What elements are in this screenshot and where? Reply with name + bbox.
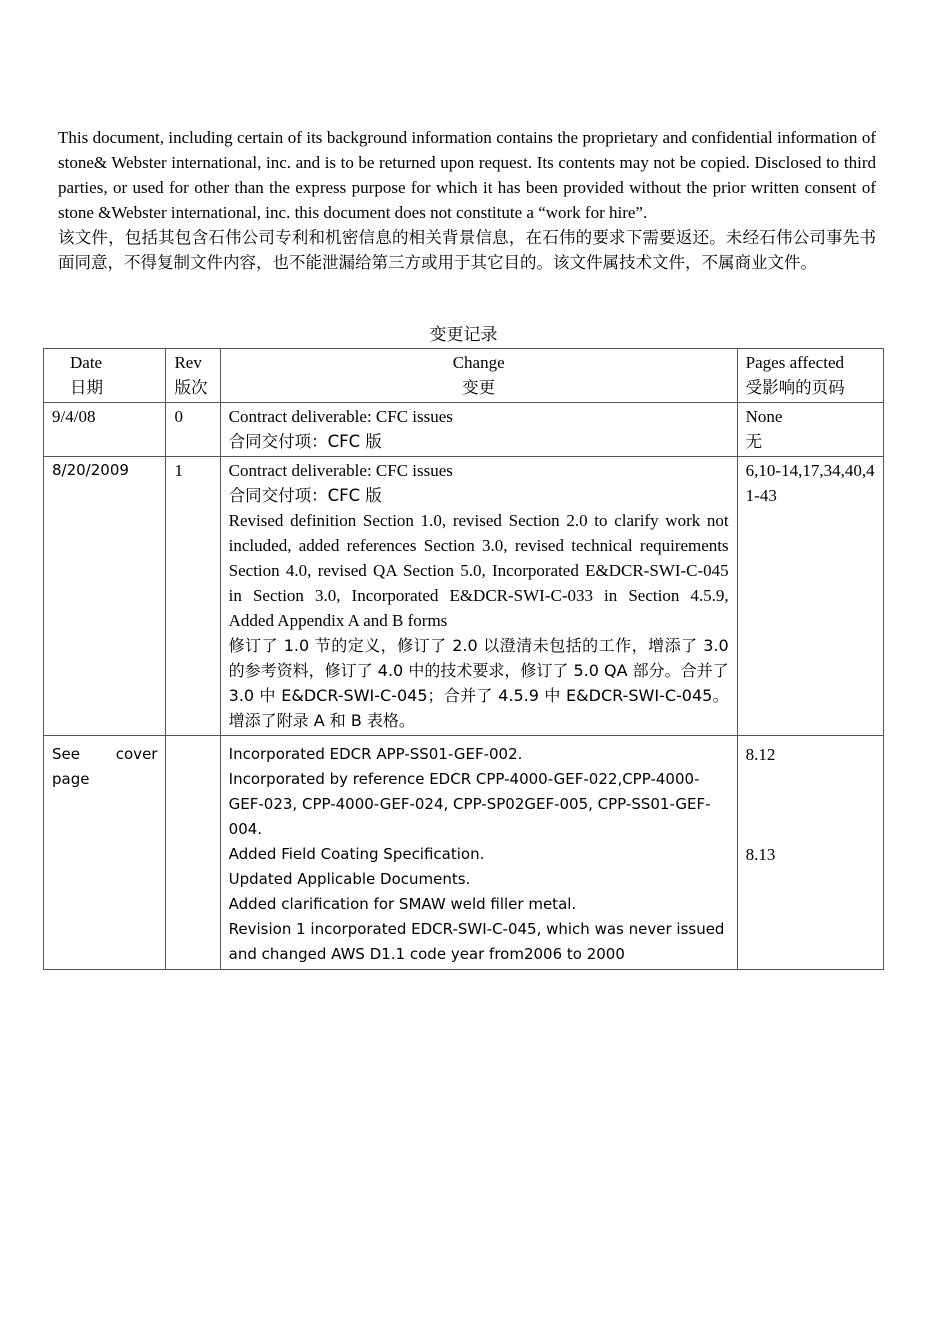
table-header-row bbox=[44, 349, 884, 403]
row-date bbox=[44, 736, 166, 970]
change-en: Contract deliverable: CFC issues bbox=[228, 407, 453, 426]
header-pages-cn: 受影响的页码 bbox=[745, 378, 845, 397]
header-rev-cn: 版次 bbox=[174, 378, 208, 397]
header-rev bbox=[166, 349, 220, 403]
row-pages bbox=[737, 736, 883, 970]
row-rev bbox=[166, 736, 220, 970]
row-pages: 6,10-14,17,34,40,41-43 bbox=[737, 457, 883, 736]
notice-chinese: 该文件，包括其包含石伟公司专利和机密信息的相关背景信息，在石伟的要求下需要返还。未经石伟公司事先书面同意，不得复制文件内容，也不能泄漏给第三方或用于其它目的。该文件属技术文件，不属商业文件。 bbox=[58, 228, 876, 272]
change-line: Added Field Coating Specification. bbox=[228, 845, 485, 863]
notice-english: This document, including certain of its background information contains the proprietary and confidential information of stone& Webster international, inc. and is to be returned upon request. Its contents may not be copied. Disclosed to third parties, or used for other than the express purpose for which it has been provided without the prior written consent of stone &Webster international, inc. this document does not constitute a “work for hire”. bbox=[58, 128, 876, 222]
row-change bbox=[220, 403, 737, 457]
change-en: Contract deliverable: CFC issues bbox=[228, 461, 453, 480]
row-pages bbox=[737, 403, 883, 457]
change-detail-cn: 修订了 1.0 节的定义，修订了 2.0 以澄清未包括的工作，增添了 3.0 的参考资料，修订了 4.0 中的技术要求，修订了 5.0 QA 部分。合并了 3.0 中 E&DCR-SWI-C-045；合并了 4.5.9 中 E&DCR-SWI-C-045。增添了附录 A 和 B 表格。 bbox=[228, 636, 729, 730]
header-change bbox=[220, 349, 737, 403]
row-date: 9/4/08 bbox=[44, 403, 166, 457]
row-rev: 0 bbox=[166, 403, 220, 457]
header-date bbox=[44, 349, 166, 403]
pages-spacer bbox=[746, 767, 875, 842]
pages-b: 8.13 bbox=[745, 845, 776, 864]
row-change bbox=[220, 457, 737, 736]
table-row bbox=[44, 457, 884, 736]
header-date-en: Date bbox=[70, 353, 103, 372]
change-line: Incorporated EDCR APP-SS01-GEF-002. bbox=[228, 745, 523, 763]
table-row bbox=[44, 736, 884, 970]
row-rev: 1 bbox=[166, 457, 220, 736]
table-title: 变更记录 bbox=[429, 325, 498, 345]
change-cn: 合同交付项：CFC 版 bbox=[228, 432, 382, 451]
row-date: 8/20/2009 bbox=[44, 457, 166, 736]
header-pages bbox=[737, 349, 883, 403]
header-change-cn: 变更 bbox=[462, 378, 496, 397]
pages-en: None bbox=[745, 407, 783, 426]
change-cn: 合同交付项：CFC 版 bbox=[228, 486, 382, 505]
header-change-en: Change bbox=[452, 353, 505, 372]
change-line: Revision 1 incorporated EDCR-SWI-C-045, which was never issued and changed AWS D1.1 code year from2006 to 2000 bbox=[228, 920, 725, 963]
change-line: Added clarification for SMAW weld filler metal. bbox=[228, 895, 577, 913]
pages-cn: 无 bbox=[745, 432, 763, 451]
confidentiality-notice bbox=[58, 125, 876, 275]
row-change bbox=[220, 736, 737, 970]
pages-a: 8.12 bbox=[745, 745, 776, 764]
header-pages-en: Pages affected bbox=[745, 353, 844, 372]
header-rev-en: Rev bbox=[174, 353, 202, 372]
change-line: Incorporated by reference EDCR CPP-4000-GEF-022,CPP-4000-GEF-023, CPP-4000-GEF-024, CPP-SP02GEF-005, CPP-SS01-GEF-004. bbox=[228, 770, 711, 838]
change-line: Updated Applicable Documents. bbox=[228, 870, 471, 888]
header-date-cn: 日期 bbox=[70, 378, 103, 397]
table-row bbox=[44, 403, 884, 457]
revision-table bbox=[43, 348, 884, 970]
row-date-text: See cover page bbox=[52, 745, 158, 788]
change-detail-en: Revised definition Section 1.0, revised Section 2.0 to clarify work not included, added references Section 3.0, revised technical requirements Section 4.0, revised QA Section 5.0, Incorporated E&DCR-SWI-C-045 in Section 3.0, Incorporated E&DCR-SWI-C-033 in Section 4.5.9, Added Appendix A and B forms bbox=[228, 511, 729, 630]
